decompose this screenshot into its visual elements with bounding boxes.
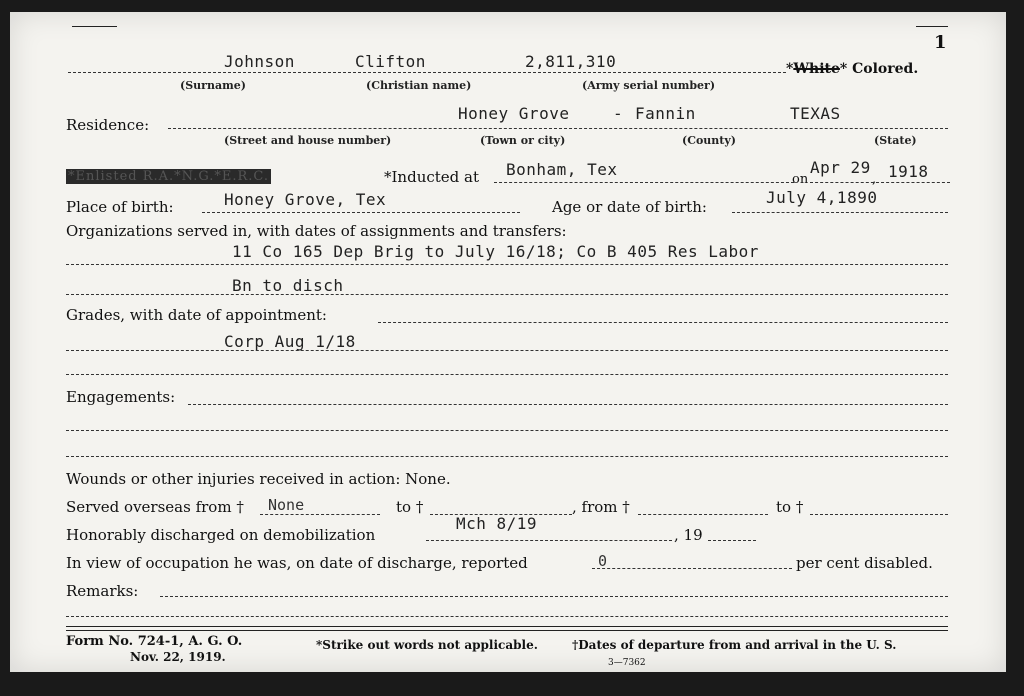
service-record-card [10,12,1006,672]
discharge-line [426,540,672,541]
inducted-date: Apr 29 [810,158,871,177]
print-code: 3—7362 [608,658,646,668]
overseas-to2-line [810,514,948,515]
overseas-to2-label: to † [776,498,804,516]
organizations-rule1 [66,264,948,265]
engagements-rule0 [188,404,948,405]
inducted-on-label: on [792,172,809,187]
race-field [786,61,918,77]
organizations-label: Organizations served in, with dates of assignments and transfers: [66,222,567,240]
overseas-to-label: to † [396,498,424,516]
dagger-note: †Dates of departure from and arrival in the U. S. [572,638,897,652]
disability-value: 0 [598,552,608,570]
serial-number-caption: (Army serial number) [582,79,716,92]
residence-label: Residence: [66,116,150,134]
remarks-rule0 [160,596,948,597]
discharge-date: Mch 8/19 [456,514,538,533]
birth-place-value: Honey Grove, Tex [224,190,387,209]
birth-date-value: July 4,1890 [766,188,878,207]
footer-rule-bottom [66,630,948,631]
engagements-rule1 [66,430,948,431]
county-caption: (County) [682,134,736,147]
residence-line [168,128,948,129]
overseas-from-line [260,514,380,515]
overseas-from2-line [638,514,768,515]
birth-place-line [202,212,520,213]
discharge-label: Honorably discharged on demobilization [66,526,376,544]
disability-suffix: per cent disabled. [796,554,933,572]
form-date: Nov. 22, 1919. [130,650,226,664]
disability-label: In view of occupation he was, on date of discharge, reported [66,554,528,572]
residence-town: Honey Grove [458,104,570,123]
street-caption: (Street and house number) [224,134,392,147]
christian-name-value: Clifton [355,52,426,71]
surname-caption: (Surname) [180,79,246,92]
grades-rule1 [66,350,948,351]
state-caption: (State) [874,134,917,147]
serial-number-value: 2,811,310 [525,52,617,71]
overseas-from2-label: , from † [572,498,630,516]
corner-rule-left [72,26,117,27]
engagements-label: Engagements: [66,388,176,406]
inducted-year: 1918 [888,162,929,181]
grades-rule0 [378,322,948,323]
overseas-label: Served overseas from † [66,498,244,516]
overseas-from-value: None [268,496,305,514]
grades-line1: Corp Aug 1/18 [224,332,356,351]
disability-line [592,568,792,569]
grades-rule2 [66,374,948,375]
remarks-label: Remarks: [66,582,139,600]
name-line [68,72,786,73]
residence-county: Fannin [635,104,696,123]
race-label: Colored. [852,61,919,77]
inducted-place: Bonham, Tex [506,160,618,179]
race-asterisk: * [839,61,848,77]
discharge-year-label: , 19 [674,526,703,544]
inducted-label: *Inducted at [384,168,479,186]
inducted-date-comma: , [872,172,877,187]
organizations-line2: Bn to disch [232,276,344,295]
footer-rule-top [66,626,948,627]
corner-rule-right [916,26,948,27]
inducted-place-line [494,182,794,183]
wounds-label: Wounds or other injuries received in action: None. [66,470,451,488]
birth-place-label: Place of birth: [66,198,174,216]
grades-label: Grades, with date of appointment: [66,306,327,324]
birth-date-line [732,212,948,213]
residence-county-separator: - [613,104,624,123]
race-struck-word: White [793,61,840,77]
form-number: Form No. 724-1, A. G. O. [66,634,243,649]
redacted-enlistment-text: *Enlisted R.A.*N.G.*E.R.C. [68,169,270,184]
card-number: 1 [934,32,947,53]
organizations-rule2 [66,294,948,295]
inducted-date-line [810,182,950,183]
engagements-rule2 [66,456,948,457]
town-caption: (Town or city) [480,134,566,147]
strike-note: *Strike out words not applicable. [316,638,538,652]
residence-state: TEXAS [790,104,841,123]
surname-value: Johnson [224,52,295,71]
birth-date-label: Age or date of birth: [552,198,707,216]
race-asterisk: * [786,61,794,77]
remarks-rule1 [66,616,948,617]
organizations-line1: 11 Co 165 Dep Brig to July 16/18; Co B 405 Res Labor [232,242,759,261]
discharge-year-line [708,540,756,541]
christian-name-caption: (Christian name) [366,79,472,92]
enlisted-redacted [66,166,271,184]
